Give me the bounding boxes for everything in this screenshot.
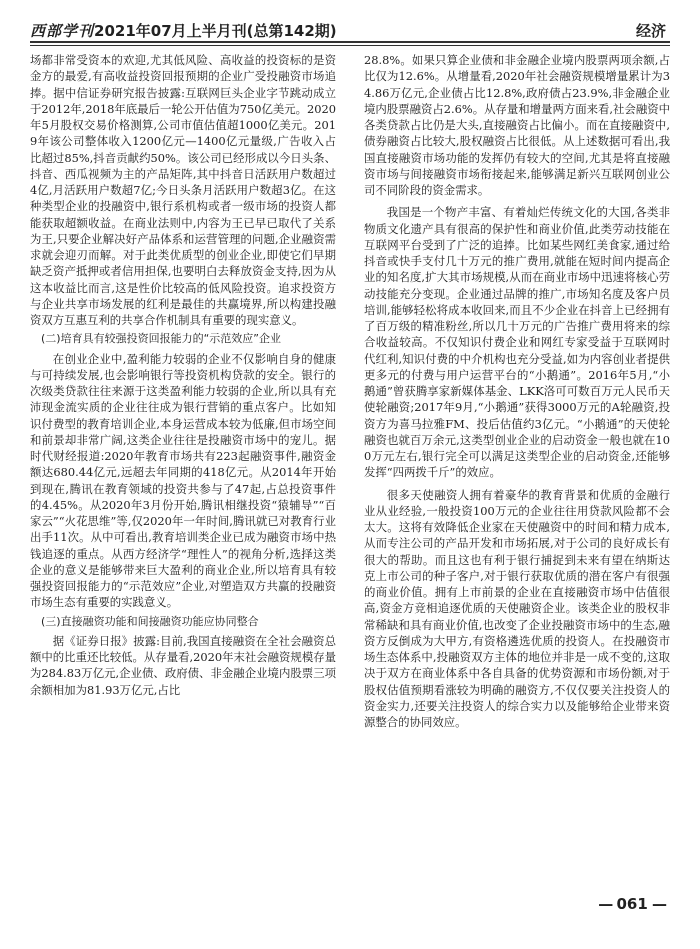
left-column bbox=[30, 52, 336, 698]
subheading: (三)直接融资功能和间接融资功能应协同整合 bbox=[41, 614, 259, 628]
subheading: (二)培育具有较强投资回报能力的“示范效应”企业 bbox=[41, 332, 281, 346]
paragraph: 很多天使融资人拥有着豪华的教育背景和优质的金融行业从业经验,一般投资100万元的企业往往用贷款风险都不会太大。这将有效降低企业家在天使融资中的时间和精力成本,从而专注公司的产品开发和市场拓展,对于公司的良好成长有很大的帮助。而且这也有利于银行捕捉到未来有望在纳斯达克上市公司的种子客户,对于银行获取优质的潜在客户有很强的商业价值。拥有上市前景的企业在直接融资市场中估值很高,资金方竞相追逐优质的天使融资企业。该类企业的股权非常稀缺和具有商业价值,也改变了企业投融资市场中的生态,融资方反倒成为大甲方,有资格遴选优质的投资人。在投融资市场生态体系中,投融资双方主体的地位并非是一成不变的,这取决于双方在商业体系中各自具备的优势资源和市场份额,对于股权估值预期看涨较为明确的融资方,不仅仅要关注投资人的资金实力,还要关注投资人的综合实力以及能够给企业带来资源整合的协同效应。 bbox=[364, 487, 670, 729]
paragraph: 场都非常受资本的欢迎,尤其低风险、高收益的投资标的是资金方的最爱,有高收益投资回报预期的企业广受投融资市场追捧。据中信证券研究报告披露:互联网巨头企业字节跳动成立于2012年,2018年底最后一轮公开估值为750亿美元。2020年5月股权交易价格测算,公司市值估值超1000亿美元。2019年该公司整体收入1200亿元—1400亿元量级,广告收入占比超过85%,抖音贡献约50%。该公司已经形成以今日头条、抖音、西瓜视频为主的产品矩阵,其中抖音日活跃用户数超过4亿,月活跃用户数超7亿;今日头条月活跃用户数超3亿。在这种类型企业的投融资中,银行系机构或者一级市场的投资人都能获取超额收益。在商业法则中,内容为王已早已取代了关系为王,只要企业解决好产品体系和运营管理的问题,企业融资需求就会迎刃而解。对于此类优质型的创业企业,即使它们早期缺乏资产抵押或者信用担保,也要明白去释放资金支持,因为从这本收益比而言,这是性价比较高的低风险投资。追求投资方与企业共享市场发展的红利是最佳的共赢境界,所以构建投融资双方互惠互利的共享合作机制具有重要的现实意义。 bbox=[30, 53, 336, 327]
right-column bbox=[364, 52, 670, 730]
paragraph: 在创业企业中,盈利能力较弱的企业不仅影响自身的健康与可持续发展,也会影响银行等投资机构贷款的安全。银行的次级类贷款往往来源于这类盈利能力较弱的企业,所以具有充沛现金流实质的企业往往成为银行营销的重点客户。比如知识付费型的教育培训企业,本身运营成本较为低廉,但市场空间和前景却非常广阔,这类企业往往是投融资市场中的宠儿。据时代财经报道:2020年教育市场共有223起融资事件,融资金额达680.44亿元,远超去年同期的418亿元。从2014年开始到现在,腾讯在教育领域的投资共参与了47起,占总投资事件的4.45%。从2020年3月份开始,腾讯相继投资“猿辅导”“百家云”“火花思维”等,仅2020年一年时间,腾讯就已对教育行业出手11次。从中可看出,教育培训类企业已成为融资市场中热钱追逐的重点。从西方经济学“理性人”的视角分析,选择这类企业的意义是能够带来巨大盈利的商业企业,所以培育具有较强投资回报能力的“示范效应”企业,对塑造双方共赢的投融资市场生态有重要的实践意义。 bbox=[30, 351, 336, 610]
journal-title bbox=[30, 20, 337, 41]
section-label: 经济 bbox=[635, 22, 666, 40]
header-rule-thick bbox=[30, 41, 670, 43]
journal-logo: 西部学刊 bbox=[30, 22, 95, 40]
page-number: — 061 — bbox=[598, 895, 666, 913]
page-number-value: 061 bbox=[616, 895, 648, 913]
page-header bbox=[30, 16, 670, 42]
paragraph: 28.8%。如果只算企业债和非金融企业境内股票两项余额,占比仅为12.6%。从增量看,2020年社会融资规模增量累计为34.86万亿元,企业债占比12.8%,政府债占23.9%,非金融企业境内股票融资占2.6%。从存量和增量两方面来看,社会融资中各类贷款占比仍是大头,直接融资占比偏小。而在直接融资中,债券融资占比较大,股权融资占比很低。从上述数据可看出,我国直接融资市场功能的发挥仍有较大的空间,尤其是将直接融资市场与间接融资市场衔接起来,能够满足新兴互联网创业公司不同阶段的资金需求。 bbox=[364, 53, 670, 197]
paragraph: 据《证券日报》披露:目前,我国直接融资在全社会融资总额中的比重还比较低。从存量看,2020年末社会融资规模存量为284.83万亿元,企业债、政府债、非金融企业境内股票三项余额相加为81.93万亿元,占比 bbox=[30, 633, 336, 697]
issue-info: 2021年07月上半月刊(总第142期) bbox=[94, 22, 337, 40]
paragraph: 我国是一个物产丰富、有着灿烂传统文化的大国,各类非物质文化遗产具有很高的保护性和商业价值,此类劳动技能在互联网平台受到了广泛的追捧。比如某些网红美食家,通过给抖音或快手支付几十万元的推广费用,就能在短时间内提高企业的知名度,扩大其市场规模,从而在商业市场中迅速将核心劳动技能充分变现。企业通过品牌的推广,市场知名度及客户员培训,能够轻松将成本收回来,而且不少企业在抖音上已经拥有了百万级的精准粉丝,所以几十万元的广告推广费用将来的综合收益较高。不仅知识付费企业和网红专家受益于互联网时代红利,知识付费的中介机构也充分受益,如为内容创业者提供更多元的付费与用户运营平台的“小鹅通”。2016年5月,“小鹅通”曾获腾享家新媒体基金、LKK洛可可数百万元人民币天使轮融资;2017年9月,“小鹅通”获得3000万元的A轮融资,投资方为喜马拉雅FM、投后估值约3亿元。“小鹅通”的天使轮融资也就百万余元,这类型创业企业的启动资金一般也就在100万元左右,银行完全可以满足这类型企业的启动资金,还能够发挥“四两拨千斤”的效应。 bbox=[364, 205, 670, 480]
header-rule-thin bbox=[30, 45, 670, 46]
